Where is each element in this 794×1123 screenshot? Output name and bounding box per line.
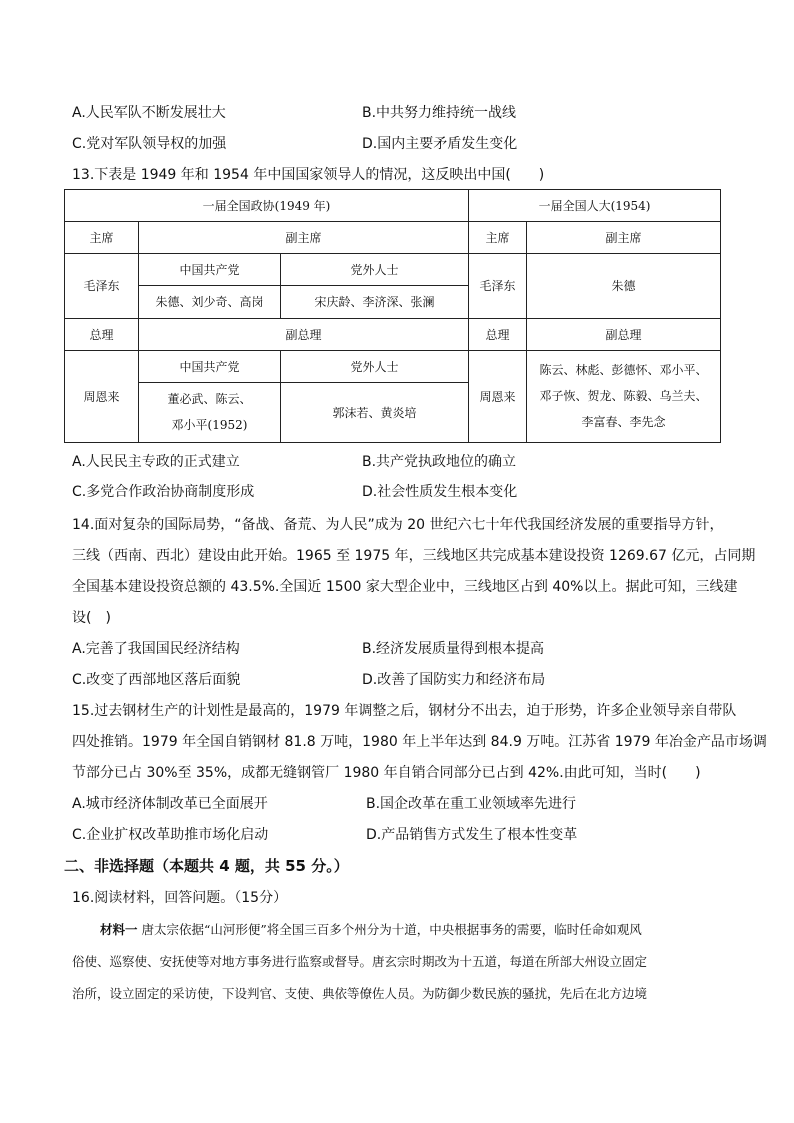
cell-chairman-left: 主席 <box>65 222 139 254</box>
q12-option-d: D.国内主要矛盾发生变化 <box>362 136 518 152</box>
q14-option-a: A.完善了我国国民经济结构 <box>72 641 240 657</box>
q14-stem-line-4: 设( ) <box>72 610 111 626</box>
cell-zhou-left: 周恩来 <box>65 350 139 442</box>
cell-vice-chairman-left: 副主席 <box>139 222 469 254</box>
cell-vice-premier-left: 副总理 <box>139 318 469 350</box>
q14-stem-line-3: 全国基本建设投资总额的 43.5%.全国近 1500 家大型企业中，三线地区占到 40%以上。据此可知，三线建 <box>72 579 738 595</box>
cell-vice-premier-right: 副总理 <box>527 318 721 350</box>
vice-premier-cpc-line-1: 董必武、陈云、 <box>167 392 252 407</box>
q14-option-b: B.经济发展质量得到根本提高 <box>362 641 545 657</box>
vice-premier-cpc-line-2: 邓小平(1952) <box>171 418 248 433</box>
cell-vice-premier-non-party: 郭沫若、黄炎培 <box>281 382 469 442</box>
cell-chairman-right: 主席 <box>469 222 527 254</box>
q16-stem: 16.阅读材料，回答问题。（15分） <box>72 890 288 906</box>
table-header-npc: 一届全国人大(1954) <box>469 190 721 222</box>
q15-stem-line-2: 四处推销。1979 年全国自销钢材 81.8 万吨，1980 年上半年达到 84.9 万吨。江苏省 1979 年冶金产品市场调 <box>72 734 767 750</box>
q13-option-b: B.共产党执政地位的确立 <box>362 454 517 470</box>
q15-stem-line-3: 节部分已占 30%至 35%，成都无缝钢管厂 1980 年自销合同部分已占到 42%.由此可知，当时( ) <box>72 765 701 781</box>
cell-vice-premier-list <box>527 350 721 442</box>
cell-zhou-right: 周恩来 <box>469 350 527 442</box>
cell-premier-left: 总理 <box>65 318 139 350</box>
table-header-cppcc: 一届全国政协(1949 年) <box>65 190 469 222</box>
q15-stem-line-1: 15.过去钢材生产的计划性是最高的，1979 年调整之后，钢材分不出去，迫于形势，许多企业领导亲自带队 <box>72 703 737 719</box>
cell-vice-chairman-right: 副主席 <box>527 222 721 254</box>
cell-vice-chairman-cpc: 朱德、刘少奇、高岗 <box>139 286 281 318</box>
material-text-1: 唐太宗依据“山河形便”将全国三百多个州分为十道，中央根据事务的需要，临时任命如观风 <box>137 922 642 937</box>
q13-option-a: A.人民民主专政的正式建立 <box>72 454 240 470</box>
leaders-table <box>64 189 721 443</box>
material-line-1 <box>100 920 760 940</box>
cell-cpc-label: 中国共产党 <box>139 254 281 286</box>
q14-option-d: D.改善了国防实力和经济布局 <box>362 672 546 688</box>
cell-vice-chairman-zhude: 朱德 <box>527 254 721 318</box>
q15-option-d: D.产品销售方式发生了根本性变革 <box>366 827 578 843</box>
q13-stem: 13.下表是 1949 年和 1954 年中国国家领导人的情况，这反映出中国( ) <box>72 167 545 183</box>
cell-non-party-label: 党外人士 <box>281 254 469 286</box>
q12-option-b: B.中共努力维持统一战线 <box>362 105 517 121</box>
q12-option-a: A.人民军队不断发展壮大 <box>72 105 226 121</box>
material-line-3: 治所，设立固定的采访使，下设判官、支使、典依等僚佐人员。为防御少数民族的骚扰，先后在北方边境 <box>72 986 648 1001</box>
vice-premier-line-1: 陈云、林彪、彭德怀、邓小平、 <box>539 363 708 378</box>
q12-option-c: C.党对军队领导权的加强 <box>72 136 227 152</box>
cell-vice-chairman-non-party: 宋庆龄、李济深、张澜 <box>281 286 469 318</box>
cell-premier-right: 总理 <box>469 318 527 350</box>
q15-option-a: A.城市经济体制改革已全面展开 <box>72 796 268 812</box>
cell-mao-left: 毛泽东 <box>65 254 139 318</box>
q15-option-b: B.国企改革在重工业领域率先进行 <box>366 796 577 812</box>
cell-mao-right: 毛泽东 <box>469 254 527 318</box>
q15-option-c: C.企业扩权改革助推市场化启动 <box>72 827 269 843</box>
cell-cpc-label-2: 中国共产党 <box>139 350 281 382</box>
q13-option-d: D.社会性质发生根本变化 <box>362 484 518 500</box>
vice-premier-line-2: 邓子恢、贺龙、陈毅、乌兰夫、 <box>539 389 708 404</box>
q14-stem-line-2: 三线（西南、西北）建设由此开始。1965 至 1975 年，三线地区共完成基本建设投资 1269.67 亿元，占同期 <box>72 548 756 564</box>
section-title: 二、非选择题（本题共 4 题，共 55 分。） <box>64 857 349 875</box>
material-label: 材料一 <box>100 922 138 937</box>
q14-stem-line-1: 14.面对复杂的国际局势，“备战、备荒、为人民”成为 20 世纪六七十年代我国经济发展的重要指导方针， <box>72 517 724 533</box>
q13-option-c: C.多党合作政治协商制度形成 <box>72 484 255 500</box>
cell-vice-premier-cpc <box>139 382 281 442</box>
q14-option-c: C.改变了西部地区落后面貌 <box>72 672 241 688</box>
material-line-2: 俗使、巡察使、安抚使等对地方事务进行监察或督导。唐玄宗时期改为十五道，每道在所部大州设立固定 <box>72 954 648 969</box>
vice-premier-line-3: 李富春、李先念 <box>581 415 666 430</box>
cell-non-party-label-2: 党外人士 <box>281 350 469 382</box>
